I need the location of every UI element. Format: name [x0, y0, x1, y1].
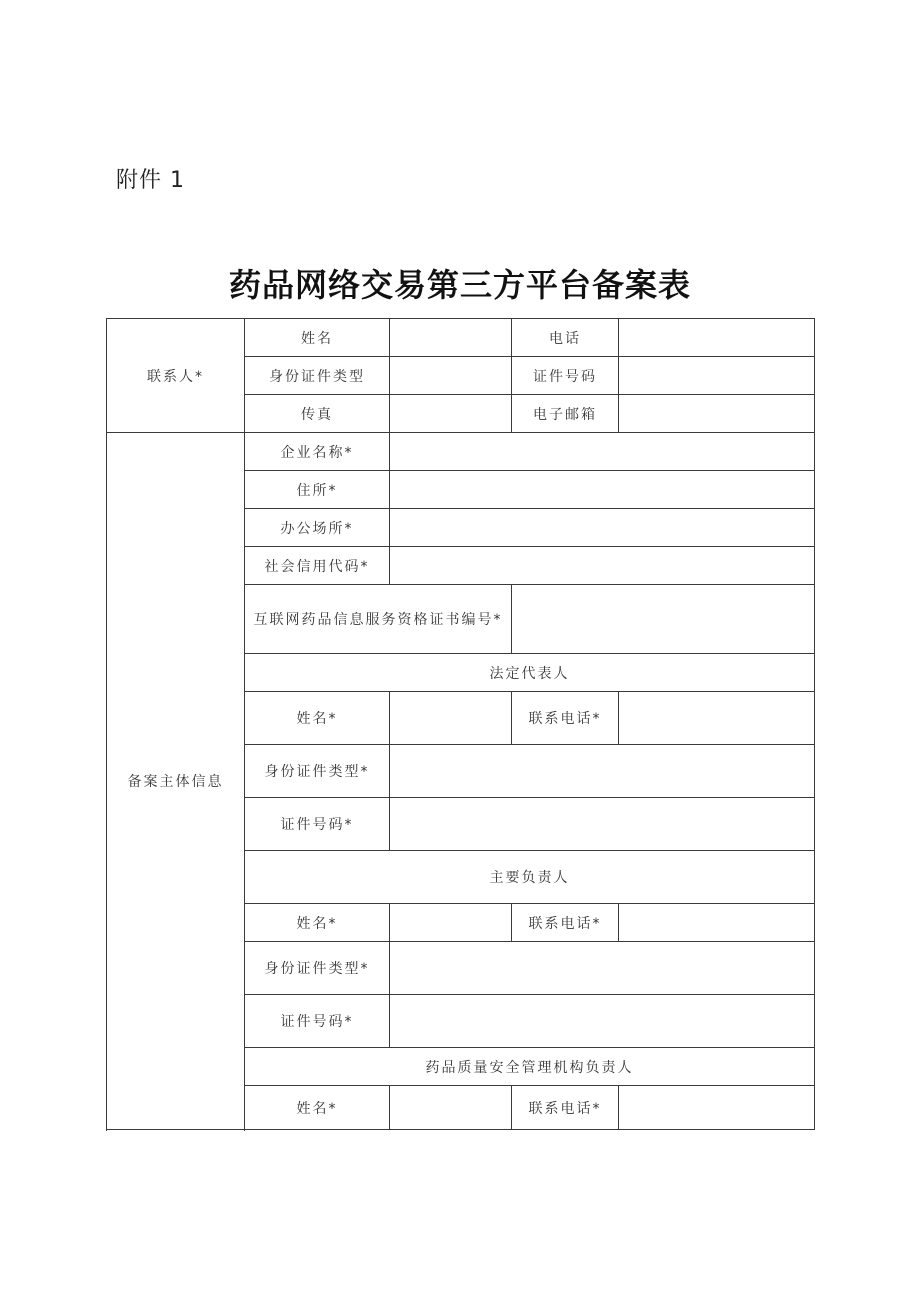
- address-field[interactable]: [390, 471, 815, 509]
- credit-code-field[interactable]: [390, 547, 815, 585]
- quality-manager-name-field[interactable]: [390, 1086, 512, 1130]
- contact-name-field[interactable]: [390, 319, 512, 357]
- contact-id-type-field[interactable]: [390, 357, 512, 395]
- principal-header: 主要负责人: [245, 851, 815, 904]
- contact-id-type-label: 身份证件类型: [245, 357, 390, 395]
- principal-name-field[interactable]: [390, 904, 512, 942]
- principal-id-number-label: 证件号码*: [245, 995, 390, 1048]
- legal-rep-phone-field[interactable]: [619, 692, 815, 745]
- legal-rep-id-number-field[interactable]: [390, 798, 815, 851]
- principal-id-type-field[interactable]: [390, 942, 815, 995]
- legal-rep-name-field[interactable]: [390, 692, 512, 745]
- principal-id-type-label: 身份证件类型*: [245, 942, 390, 995]
- quality-manager-phone-field[interactable]: [619, 1086, 815, 1130]
- contact-name-label: 姓名: [245, 319, 390, 357]
- credit-code-label: 社会信用代码*: [245, 547, 390, 585]
- contact-phone-label: 电话: [512, 319, 619, 357]
- company-name-label: 企业名称*: [245, 433, 390, 471]
- office-field[interactable]: [390, 509, 815, 547]
- contact-email-field[interactable]: [619, 395, 815, 433]
- form-title: 药品网络交易第三方平台备案表: [228, 266, 691, 304]
- office-label: 办公场所*: [245, 509, 390, 547]
- legal-rep-id-type-field[interactable]: [390, 745, 815, 798]
- contact-fax-field[interactable]: [390, 395, 512, 433]
- contact-section-label: 联系人*: [107, 319, 245, 433]
- quality-manager-header: 药品质量安全管理机构负责人: [245, 1048, 815, 1086]
- contact-email-label: 电子邮箱: [512, 395, 619, 433]
- legal-rep-id-type-label: 身份证件类型*: [245, 745, 390, 798]
- quality-manager-phone-label: 联系电话*: [512, 1086, 619, 1130]
- contact-phone-field[interactable]: [619, 319, 815, 357]
- contact-id-number-label: 证件号码: [512, 357, 619, 395]
- address-label: 住所*: [245, 471, 390, 509]
- principal-phone-field[interactable]: [619, 904, 815, 942]
- legal-rep-name-label: 姓名*: [245, 692, 390, 745]
- principal-phone-label: 联系电话*: [512, 904, 619, 942]
- principal-name-label: 姓名*: [245, 904, 390, 942]
- quality-manager-name-label: 姓名*: [245, 1086, 390, 1130]
- legal-rep-phone-label: 联系电话*: [512, 692, 619, 745]
- filing-form-table: [106, 318, 815, 1130]
- contact-id-number-field[interactable]: [619, 357, 815, 395]
- principal-id-number-field[interactable]: [390, 995, 815, 1048]
- contact-row-name: [107, 319, 815, 357]
- internet-cert-field[interactable]: [512, 585, 815, 654]
- legal-rep-header: 法定代表人: [245, 654, 815, 692]
- internet-cert-label: 互联网药品信息服务资格证书编号*: [245, 585, 512, 654]
- contact-fax-label: 传真: [245, 395, 390, 433]
- legal-rep-id-number-label: 证件号码*: [245, 798, 390, 851]
- entity-row-company: [107, 433, 815, 471]
- entity-section-label: 备案主体信息: [107, 433, 245, 1130]
- attachment-label: 附件 1: [116, 168, 185, 193]
- company-name-field[interactable]: [390, 433, 815, 471]
